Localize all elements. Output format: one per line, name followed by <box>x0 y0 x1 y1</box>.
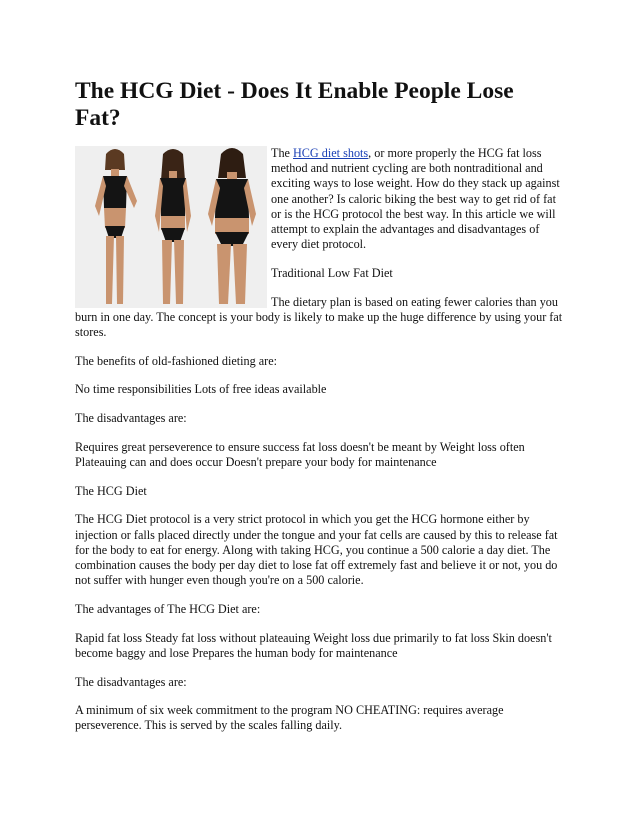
paragraph-disadvantages-intro: The disadvantages are: <box>75 411 187 426</box>
paragraph-hcg-disadvantages-intro: The disadvantages are: <box>75 674 187 689</box>
intro-text-rest: , or more properly the HCG fat loss method and nutrient cycling are both nontraditional and exciting ways to lose weight. How do they stack up against one another? Is caloric biking the best way to get rid of fat or is the HCG protocol the best way. In this article we will attempt to explain the advantages and disadvantages of every diet protocol. <box>271 146 560 252</box>
heading-hcg-diet: The HCG Diet <box>75 483 147 498</box>
intro-text-start: The <box>271 146 293 160</box>
heading-traditional-diet: Traditional Low Fat Diet <box>271 265 393 280</box>
paragraph-hcg-advantages-intro: The advantages of The HCG Diet are: <box>75 601 261 616</box>
document-page <box>75 78 565 747</box>
paragraph-hcg-protocol: The HCG Diet protocol is a very strict protocol in which you get the HCG hormone either by injection or falls placed directly under the tongue and your fat cells are caused by this to release fat for the body to eat for energy. Along with taking HCG, you continue a 500 calorie a day diet. The combination causes the body per day diet to lose fat off extremely fast and believe it or not, you do not suffer with hunger even though you're on a 500 calorie. <box>75 512 558 588</box>
paragraph-diet-plan: The dietary plan is based on eating fewer calories than you burn in one day. The concept is your body is likely to make up the huge difference by using your fat stores. <box>75 294 563 340</box>
article-image <box>75 146 267 308</box>
article-title: The HCG Diet - Does It Enable People Lose Fat? <box>75 78 514 131</box>
paragraph-disadvantages-list: Requires great perseverence to ensure success fat loss doesn't be meant by Weight loss often Plateauing can and does occur Doesn't prepare your body for maintenance <box>75 439 525 470</box>
hcg-diet-shots-link[interactable]: HCG diet shots <box>293 146 369 160</box>
paragraph-hcg-advantages-list: Rapid fat loss Steady fat loss without plateauing Weight loss due primarily to fat loss Skin doesn't become baggy and lose Prepares the human body for maintenance <box>75 630 552 660</box>
three-women-figure-image <box>75 146 267 308</box>
paragraph-benefits-list: No time responsibilities Lots of free ideas available <box>75 382 327 397</box>
paragraph-benefits-intro: The benefits of old-fashioned dieting are: <box>75 353 278 368</box>
paragraph-hcg-disadvantages-list: A minimum of six week commitment to the program NO CHEATING: requires average perseverence. This is served by the scales falling daily. <box>75 703 504 733</box>
